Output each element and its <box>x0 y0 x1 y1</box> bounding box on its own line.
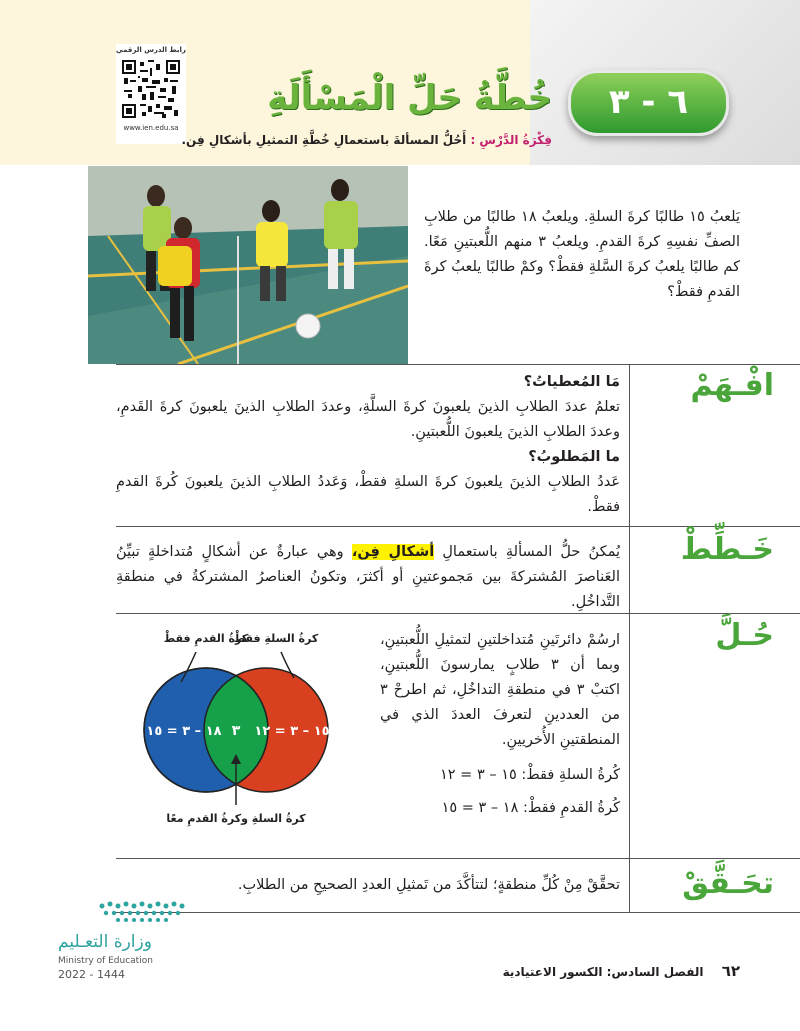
check-heading: تحَـقَّقْ <box>682 866 774 901</box>
both-sports-label: كرةُ السلةِ وكرةُ القدمِ معًا <box>166 812 306 825</box>
problem-statement: يَلعبُ ١٥ طالبًا كرةَ السلةِ. ويلعبُ ١٨ طالبًا من طلابِ الصفِّ نفسِهِ كرةَ القدمِ. ويلعبُ ٣ منهم اللُّعبتينِ مَعًا. كم طالبًا يلعبُ كرةَ السَّلةِ فقطْ؟ وكمْ طالبًا يلعبُ كرةَ القدمِ فقطْ؟ <box>424 209 740 300</box>
solve-instructions: ارسُمْ دائرتَينِ مُتداخلتينِ لتمثيلِ اللُّعبتينِ، وبما أن ٣ طلابٍ يمارسونَ اللُّعبتينِ، اكتبْ ٣ في منطقةِ التداخُلِ، ثم اطرحْ ٣ من العددينِ لتعرفَ العددَ الذي في المنطقتينِ الأُخريينِ. <box>380 632 620 748</box>
lesson-idea-text: أَحُلُّ المسألةَ باستعمالِ خُطَّةِ التمثيلِ بأشكالِ فِن. <box>181 133 467 147</box>
basketball-only-equation: كُرةُ السلةِ فقطْ: ١٥ – ٣ = ١٢ <box>440 767 620 783</box>
plan-text-start: يُمكنُ حلُّ المسألةِ باستعمالِ <box>442 544 621 560</box>
lesson-idea <box>181 133 552 147</box>
venn-diagram <box>126 630 366 830</box>
required-question: ما المَطلوبُ؟ <box>528 449 620 465</box>
understand-body <box>116 370 620 520</box>
basketball-only-label: كرةُ السلةِ فقطْ <box>233 632 319 645</box>
divider <box>116 912 800 913</box>
students-playing-photo <box>88 166 408 364</box>
chapter-title: الكسور الاعتيادية <box>502 965 603 979</box>
qr-caption: رابط الدرس الرقمي <box>116 46 186 54</box>
both-sports-value: ٣ <box>231 723 241 739</box>
solve-body <box>380 628 620 821</box>
qr-url: www.ien.edu.sa <box>123 124 179 132</box>
football-only-equation: كُرةُ القدمِ فقطْ: ١٨ – ٣ = ١٥ <box>441 800 620 816</box>
required-answer: عَددُ الطلابِ الذينَ يلعبونَ كرةَ السلةِ فقطْ، وَعَددُ الطلابِ الذينَ يلعبونَ كُرةَ القدمِ فقطْ. <box>116 474 620 515</box>
givens-answer: تعلمُ عددَ الطلابِ الذينَ يلعبونَ كرةَ السلَّةِ، وعددَ الطلابِ الذينَ يلعبونَ كرةَ القَدمِ، وعددَ الطلابِ الذينَ يلعبونَ اللُّعبتينِ. <box>116 399 620 440</box>
lesson-number-badge: ٦ - ٣ <box>568 70 729 136</box>
givens-question: مَا المُعطياتُ؟ <box>523 374 620 390</box>
understand-heading: افْـهَمْ <box>690 368 774 403</box>
vertical-divider <box>629 364 630 912</box>
solve-heading: حُـلَّ <box>715 618 774 653</box>
plan-heading: خَـطِّطْ <box>680 532 774 567</box>
basketball-only-value: ١٥ – ٣ = ١٢ <box>254 724 330 739</box>
check-text: تحقَّقْ مِنْ كُلِّ منطقةٍ؛ لتتأكَّدَ من تَمثيلِ العددِ الصحيحِ من الطلابِ. <box>237 877 620 893</box>
plan-body <box>116 540 620 615</box>
page-number: ٦٢ <box>721 962 740 980</box>
lesson-idea-label: فِكْرَةُ الدَّرْسِ : <box>470 133 552 147</box>
divider <box>116 364 800 365</box>
qr-code-icon <box>122 60 180 118</box>
ministry-name-english: Ministry of Education <box>58 956 153 966</box>
plan-text-end: وهي عبارةٌ عن أشكالٍ مُتداخلةٍ تبيِّنُ العَناصرَ المُشتركةَ بين مَجموعتينِ أو أكثرَ، وتكونُ العناصرُ المشتركةُ في منطقةِ التَّداخُلِ. <box>116 544 620 610</box>
edition-year: 2022 - 1444 <box>58 968 125 981</box>
page-footer <box>503 962 740 980</box>
divider <box>116 858 800 859</box>
qr-code-block[interactable] <box>116 44 186 144</box>
venn-diagram-term: أشكالِ فِن، <box>351 544 435 560</box>
lesson-title: خُطَّةُ حَلِّ الْمَسْأَلَةِ <box>267 78 552 118</box>
ministry-logo-icon <box>96 900 188 926</box>
football-only-value: ١٨ – ٣ = ١٥ <box>146 724 222 739</box>
football-only-label: كرةُ القدمِ فقطْ <box>163 632 249 645</box>
chapter-label: الفصل السادس: <box>606 965 704 979</box>
ministry-name-arabic: وزارة التعـليم <box>58 932 152 952</box>
divider <box>116 526 800 527</box>
